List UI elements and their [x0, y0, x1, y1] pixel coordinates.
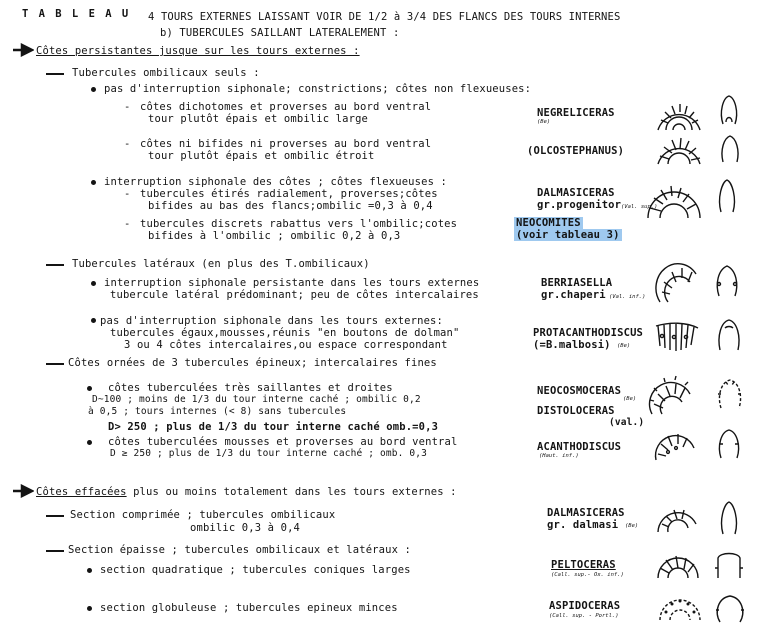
group-1-title: Tubercules ombilicaux seuls :	[72, 67, 260, 79]
section-2-bullet-1: section quadratique ; tubercules coniques larges	[100, 564, 411, 576]
item-4-line-1: tubercules discrets rabattus vers l'ombilic;cotes	[140, 218, 458, 230]
genus-neocomites-ref: (voir tableau 3)	[516, 229, 620, 241]
whorl-section-sketch-icon	[716, 428, 742, 460]
bullet-dot	[87, 568, 92, 573]
genus-acanthodiscus: ACANTHODISCUS	[537, 441, 622, 453]
whorl-section-sketch-icon	[719, 134, 741, 164]
group-1-bullet-2: interruption siphonale des côtes ; côtes flexueuses :	[104, 176, 447, 188]
ammonite-sketch-icon	[646, 374, 696, 418]
whorl-section-sketch-icon	[718, 500, 740, 536]
whorl-section-sketch-icon	[717, 94, 741, 126]
whorl-section-sketch-icon	[716, 178, 738, 214]
bullet-dot	[91, 87, 96, 92]
genus-note: (Call. sup. - Portl.)	[549, 613, 619, 619]
dash-marker	[46, 515, 64, 517]
item-4-line-2: bifides à l'ombilic ; ombilic 0,2 à 0,3	[148, 230, 401, 242]
genus-note: (val.)	[609, 417, 645, 428]
header-line-1: 4 TOURS EXTERNES LAISSANT VOIR DE 1/2 à 3/4 DES FLANCS DES TOURS INTERNES	[148, 11, 621, 23]
section-2-group-2: Section épaisse ; tubercules ombilicaux et latéraux :	[68, 544, 411, 556]
item-2-line-1: côtes ni bifides ni proverses au bord ventral	[140, 138, 432, 150]
section-2-bullet-2: section globuleuse ; tubercules epineux minces	[100, 602, 398, 614]
genus-note: (Be)	[623, 396, 637, 402]
group-2-bullet-2-line-2: tubercules égaux,mousses,réunis "en boutons de dolman"	[110, 327, 460, 339]
bullet-dot	[91, 318, 96, 323]
genus-note: (Be)	[617, 343, 631, 349]
genus-note: (Val. inf.)	[609, 294, 646, 300]
header-line-2: b) TUBERCULES SAILLANT LATERALEMENT :	[160, 27, 400, 39]
genus-dalmasi: gr. dalmasi	[547, 519, 619, 531]
table-label: T A B L E A U	[22, 8, 131, 20]
genus-note: (Call. sup.- Ox. inf.)	[551, 572, 624, 578]
ammonite-sketch-icon	[654, 496, 698, 536]
genus-neocomites: NEOCOMITES	[516, 217, 581, 229]
genus-peltoceras: PELTOCERAS	[551, 559, 616, 571]
item-3-line-1: tubercules étirés radialement, proverses;côtes	[140, 188, 438, 200]
group-3-line-c: D> 250 ; plus de 1/3 du tour interne caché omb.=0,3	[108, 421, 439, 433]
genus-note: (Val. sup.)	[621, 204, 658, 210]
genus-note: (Haut. inf.)	[539, 453, 579, 459]
ammonite-sketch-icon	[654, 262, 702, 310]
genus-distoloceras: DISTOLOCERAS	[537, 405, 615, 417]
dash-text: -	[124, 138, 131, 150]
arrow-right-icon	[12, 43, 34, 57]
group-3-line-d: D ≥ 250 ; plus de 1/3 du tour interne caché ; omb. 0,3	[110, 448, 427, 459]
genus-protacanthodiscus: PROTACANTHODISCUS	[533, 327, 644, 339]
group-3-bullet-2: côtes tuberculées mousses et proverses au bord ventral	[108, 436, 458, 448]
dash-text: -	[124, 188, 131, 200]
ammonite-sketch-icon	[654, 132, 704, 168]
item-1-line-2: tour plutôt épais et ombilic large	[148, 113, 369, 125]
dash-marker	[46, 264, 64, 266]
section-2-group-1-line-1: Section comprimée ; tubercules ombilicaux	[70, 509, 336, 521]
section-1-title: Côtes persistantes jusque sur les tours externes :	[36, 45, 360, 57]
ammonite-sketch-icon	[654, 548, 700, 584]
genus-aspidoceras: ASPIDOCERAS	[549, 600, 621, 612]
whorl-section-sketch-icon	[714, 548, 744, 582]
dash-text: -	[124, 101, 131, 113]
bullet-dot	[87, 386, 92, 391]
bullet-dot	[91, 281, 96, 286]
group-3-line-a: D~100 ; moins de 1/3 du tour interne caché ; ombilic 0,2	[92, 394, 421, 405]
ammonite-sketch-icon	[656, 588, 702, 624]
dash-marker	[46, 73, 64, 75]
genus-note: (Be)	[625, 523, 639, 529]
group-2-title: Tubercules latéraux (en plus des T.ombilicaux)	[72, 258, 370, 270]
item-3-line-2: bifides au bas des flancs;ombilic =0,3 à 0,4	[148, 200, 433, 212]
dash-marker	[46, 550, 64, 552]
ammonite-sketch-icon	[654, 94, 704, 134]
item-1-line-1: côtes dichotomes et proverses au bord ventral	[140, 101, 432, 113]
genus-negreliceras: NEGRELICERAS	[537, 107, 615, 119]
ammonite-sketch-icon	[644, 174, 704, 222]
whorl-section-sketch-icon	[714, 264, 740, 298]
genus-olcostephanus: (OLCOSTEPHANUS)	[527, 145, 625, 157]
group-2-bullet-2-line-1: pas d'interruption siphonale dans les tours externes:	[100, 315, 443, 327]
item-2-line-2: tour plutôt épais et ombilic étroit	[148, 150, 375, 162]
genus-neocosmoceras: NEOCOSMOCERAS	[537, 385, 622, 397]
ammonite-sketch-icon	[652, 428, 698, 464]
whorl-section-sketch-icon	[714, 592, 746, 626]
bullet-dot	[91, 180, 96, 185]
genus-dalmasiceras: DALMASICERAS	[537, 187, 615, 199]
dash-marker	[46, 363, 64, 365]
whorl-section-sketch-icon	[716, 378, 744, 412]
genus-dalmasiceras-2: DALMASICERAS	[547, 507, 625, 519]
genus-progenitor: gr.progenitor	[537, 199, 622, 211]
section-2-group-1-line-2: ombilic 0,3 à 0,4	[190, 522, 301, 534]
section-2-title: Côtes effacées plus ou moins totalement dans les tours externes :	[36, 486, 457, 498]
group-2-bullet-1-line-2: tubercule latéral prédominant; peu de côtes intercalaires	[110, 289, 479, 301]
arrow-right-icon	[12, 484, 34, 498]
group-3-title: Côtes ornées de 3 tubercules épineux; intercalaires fines	[68, 357, 437, 369]
dash-text: -	[124, 218, 131, 230]
group-3-bullet-1: côtes tuberculées très saillantes et droites	[108, 382, 393, 394]
genus-berriasella: BERRIASELLA	[541, 277, 613, 289]
group-2-bullet-1-line-1: interruption siphonale persistante dans les tours externes	[104, 277, 480, 289]
whorl-section-sketch-icon	[716, 318, 742, 352]
ammonite-sketch-icon	[652, 318, 702, 358]
group-2-bullet-2-line-3: 3 ou 4 côtes intercalaires,ou espace correspondant	[124, 339, 448, 351]
genus-malbosi: (=B.malbosi)	[533, 339, 611, 351]
group-1-bullet-1: pas d'interruption siphonale; constrictions; côtes non flexueuses:	[104, 83, 532, 95]
group-3-line-b: à 0,5 ; tours internes (< 8) sans tubercules	[88, 406, 347, 417]
bullet-dot	[87, 440, 92, 445]
bullet-dot	[87, 606, 92, 611]
genus-chaperi: gr.chaperi	[541, 289, 606, 301]
genus-note: (Be)	[537, 119, 551, 125]
